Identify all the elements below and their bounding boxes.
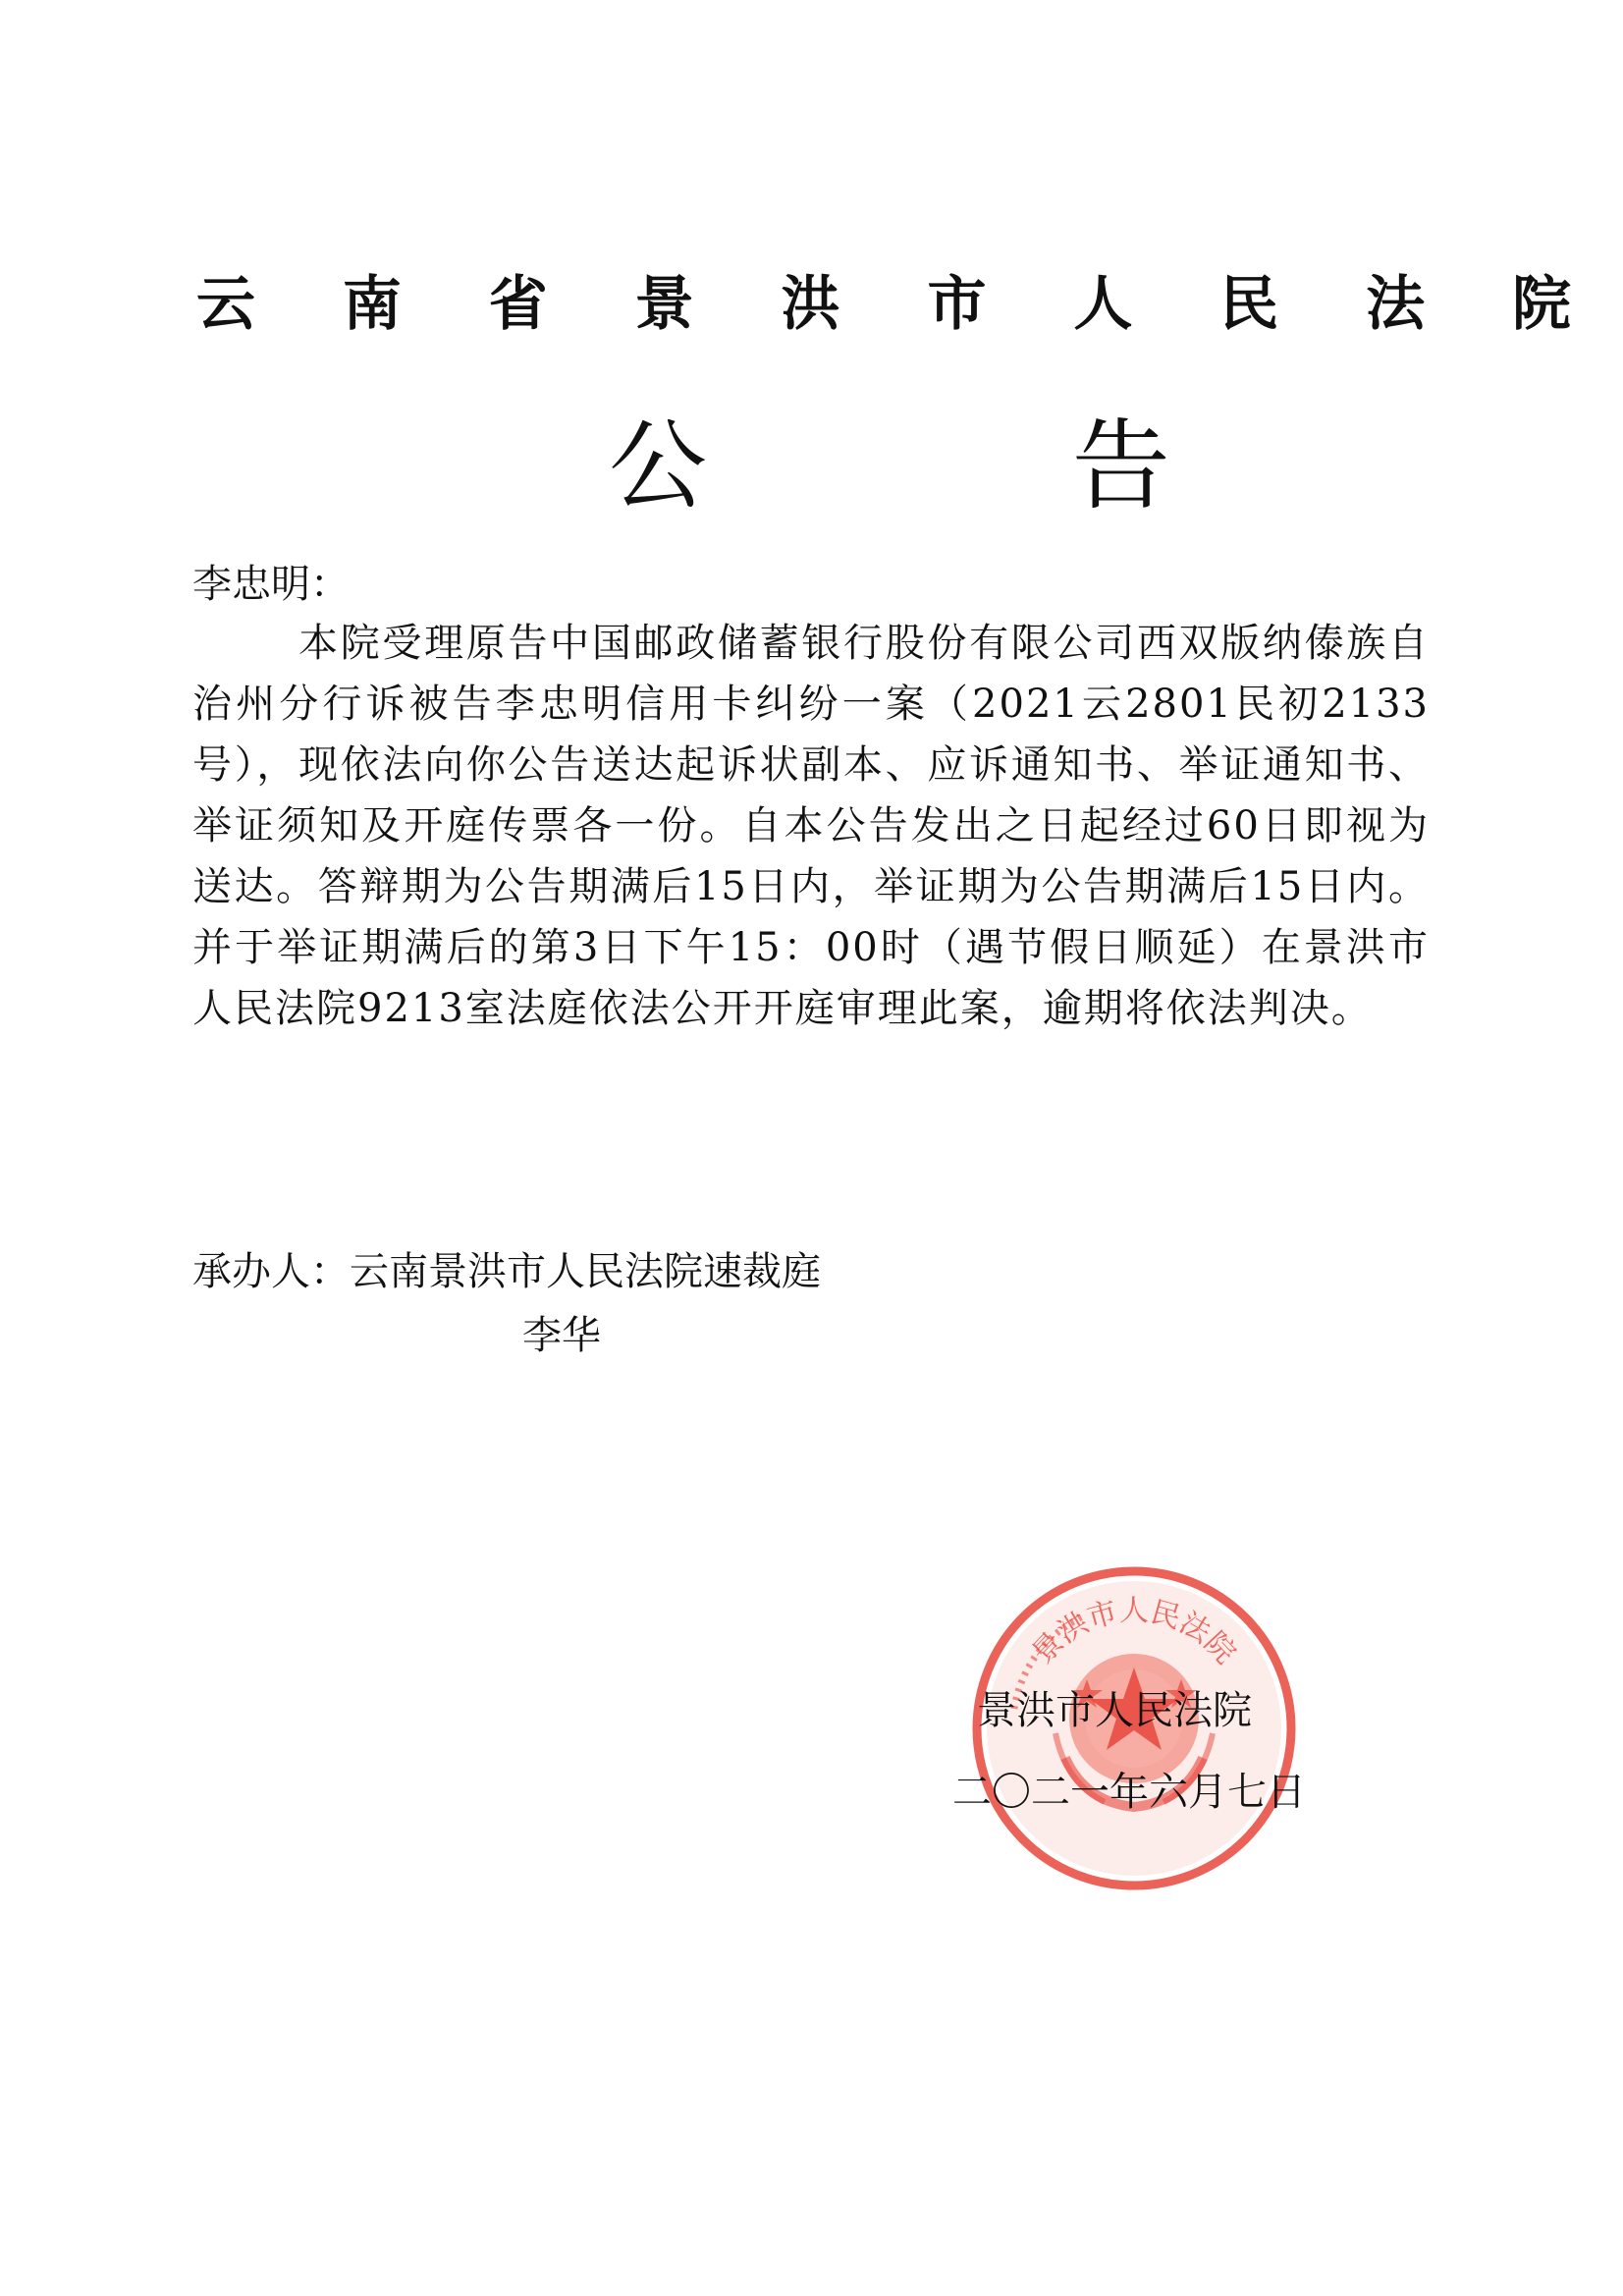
- seal-text: 景洪市人民法院: [1025, 1594, 1243, 1671]
- signature-date: 二〇二一年六月七日: [952, 1770, 1306, 1815]
- court-name-heading: 云 南 省 景 洪 市 人 民 法 院: [196, 270, 1604, 339]
- signature-court: 景洪市人民法院: [977, 1688, 1252, 1733]
- addressee: 李忠明：: [192, 562, 350, 607]
- notice-title: 公 告: [609, 409, 1337, 523]
- notice-body-paragraph: 本院受理原告中国邮政储蓄银行股份有限公司西双版纳傣族自治州分行诉被告李忠明信用卡纠纷一案（2021云2801民初2133号），现依法向你公告送达起诉状副本、应诉通知书、举证通知书、举证须知及开庭传票各一份。自本公告发出之日起经过60日即视为送达。答辩期为公告期满后15日内，举证期为公告期满后15日内。并于举证期满后的第3日下午15：00时（遇节假日顺延）在景洪市人民法院9213室法庭依法公开开庭审理此案，逾期将依法判决。: [192, 621, 1430, 1031]
- handler-line: 承办人：云南景洪市人民法院速裁庭: [192, 1249, 821, 1294]
- handler-name: 李华: [522, 1313, 601, 1358]
